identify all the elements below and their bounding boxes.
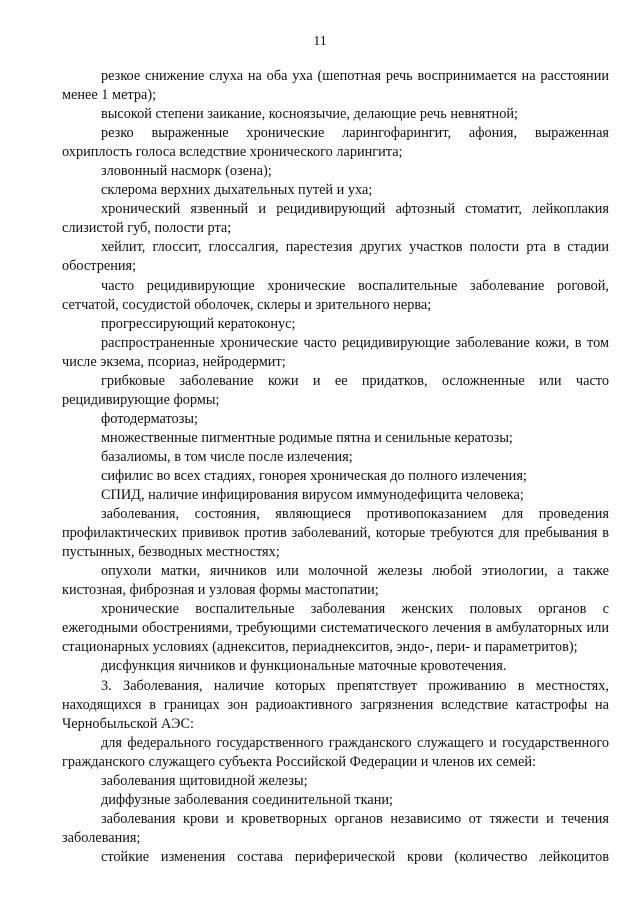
paragraph-7: хейлит, глоссит, глоссалгия, парестезия других участков полости рта в стадии обострения; [62,239,609,275]
paragraph-2: высокой степени заикание, косноязычие, делающие речь невнятной; [101,106,518,123]
paragraph-1: резкое снижение слуха на оба уха (шепотная речь воспринимается на расстоянии менее 1 метра); [62,68,609,104]
page-number: 11 [313,34,327,49]
paragraph-14: базалиомы, в том числе после излечения; [101,448,353,465]
paragraph-16: СПИД, наличие инфицирования вирусом иммунодефицита человека; [101,487,524,504]
paragraph-8: часто рецидивирующие хронические воспалительные заболевание роговой, сетчатой, сосудистой оболочек, склеры и зрительного нерва; [62,277,609,313]
paragraph-13: множественные пигментные родимые пятна и сенильные кератозы; [101,429,513,446]
paragraph-17: заболевания, состояния, являющиеся противопоказанием для проведения профилактических прививок против заболеваний, которые требуются для пребывания в пустынных, безводных местностях; [62,506,609,561]
paragraph-5: склерома верхних дыхательных путей и уха; [101,182,373,199]
paragraph-23: заболевания щитовидной железы; [101,772,308,789]
paragraph-19: хронические воспалительные заболевания женских половых органов с ежегодными обострениями, требующими систематического лечения в амбулаторных или стационарных условиях (аднекситов, периаднекситов, эндо-, пери- и параметритов); [62,601,609,656]
paragraph-3: резко выраженные хронические ларингофарингит, афония, выраженная охриплость голоса вследствие хронического ларингита; [62,125,609,161]
paragraph-12: фотодерматозы; [101,410,198,427]
paragraph-9: прогрессирующий кератоконус; [101,315,296,332]
paragraph-24: диффузные заболевания соединительной ткани; [101,791,393,808]
paragraph-25: заболевания крови и кроветворных органов независимо от тяжести и течения заболевания; [62,810,609,846]
paragraph-4: зловонный насморк (озена); [101,163,272,180]
paragraph-6: хронический язвенный и рецидивирующий афтозный стоматит, лейкоплакия слизистой губ, полости рта; [62,201,609,237]
paragraph-26: стойкие изменения состава периферической крови (количество лейкоцитов [101,848,609,865]
paragraph-11: грибковые заболевание кожи и ее придатков, осложненные или часто рецидивирующие формы; [62,372,609,408]
paragraph-10: распространенные хронические часто рецидивирующие заболевание кожи, в том числе экзема, псориаз, нейродермит; [62,334,609,370]
paragraph-15: сифилис во всех стадиях, гонорея хроническая до полного излечения; [101,467,527,484]
document-body [62,67,609,867]
paragraph-20: дисфункция яичников и функциональные маточные кровотечения. [101,658,507,675]
paragraph-22: для федерального государственного гражданского служащего и государственного гражданского служащего субъекта Российской Федерации и членов их семей: [62,734,609,770]
paragraph-18: опухоли матки, яичников или молочной железы любой этиологии, а также кистозная, фиброзная и узловая формы мастопатии; [62,563,609,599]
section-3-heading-paragraph: 3. Заболевания, наличие которых препятствует проживанию в местностях, находящихся в границах зон радиоактивного загрязнения вследствие катастрофы на Чернобыльской АЭС: [62,677,609,732]
